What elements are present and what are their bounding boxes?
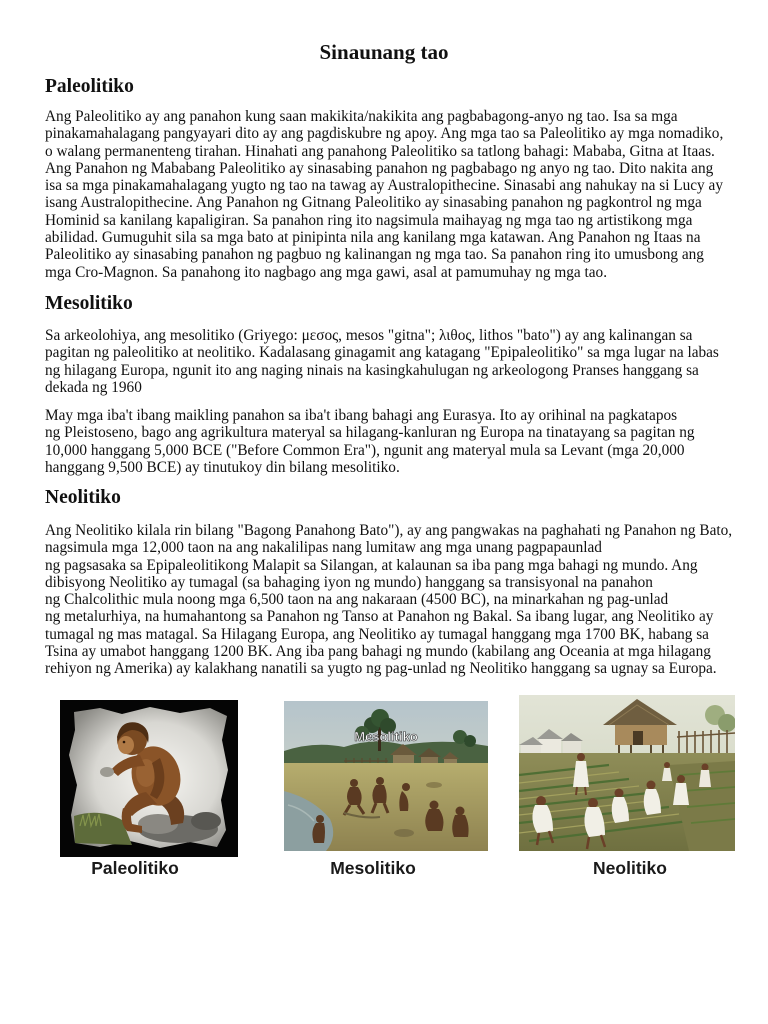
paragraph-line: rehiyon ng Amerika) ay kalakhang nanatili sa yugto ng pag-unlad ng Neolitiko hanggang sa ugnay sa Europa. (45, 660, 717, 678)
paragraph-line: 10,000 hanggang 5,000 BCE ("Before Common Era"), ngunit ang materyal mula sa Levant (mga 20,000 (45, 441, 685, 459)
paragraph-line: pinakamahalagang pangyayari dito ay ang pagdiskubre ng apoy. Ang mga tao sa Paleolitiko ay mga nomadiko, (45, 125, 724, 143)
paragraph-mesolitiko-2 (45, 407, 735, 476)
paragraph-paleolitiko (45, 108, 735, 281)
paragraph-line: Sa arkeolohiya, ang mesolitiko (Griyego: μεσος, mesos "gitna"; λιθος, lithos "bato") ay ang kalinangan sa (45, 327, 693, 344)
mesolitiko-image-overlay-label: Mesolitiko (354, 729, 418, 744)
paragraph-line: ng Chalcolithic mula noong mga 6,500 taon na ang nakaraan (4500 BC), na minarkahan ng pag-unlad (45, 591, 669, 609)
paleolitiko-illustration (60, 700, 238, 857)
paragraph-line: ng metalurhiya, na humahantong sa Panahon ng Tanso at Panahon ng Bakal. Sa ibang lugar, ang Neolitiko ay (45, 608, 714, 626)
paragraph-line: nagsimula mga 12,000 taon na ang nakalilipas nang lumitaw ang mga unang pagpapaunlad (45, 539, 602, 557)
paragraph-line: mga Cro-Magnon. Sa panahong ito nagbago ang mga gawi, asal at pamumuhay ng mga tao. (45, 263, 608, 281)
paragraph-line: isa sa mga pinakamahalagang yugto ng tao na tawag ay Australopithecine. Sinasabi ang nahukay na si Lucy ay (45, 177, 723, 195)
paragraph-line: Tsina ay umabot hanggang 1200 BK. Ang iba pang bahagi ng mundo (kabilang ang Oceania at mga hilagang (45, 643, 711, 661)
mesolitiko-image (284, 701, 488, 851)
paragraph-line: Ang Panahon ng Mababang Paleolitiko ay sinasabing panahon ng pagbabago ng anyo ng tao. Dito nakita ang (45, 159, 714, 177)
caption-mesolitiko: Mesolitiko (330, 858, 416, 878)
caption-neolitiko: Neolitiko (593, 858, 667, 878)
paragraph-line: ng Pleistoseno, bago ang agrikultura materyal sa hilagang-kanluran ng Europa na tinatayang sa pagitan ng (45, 424, 695, 442)
page-title: Sinaunang tao (319, 40, 449, 64)
paragraph-line: isang Australopithecine. Ang Panahon ng Gitnang Paleolitiko ay sinasabing panahon ng pagkontrol ng mga (45, 194, 702, 212)
section-heading-mesolitiko: Mesolitiko (45, 293, 133, 314)
paragraph-mesolitiko-1 (45, 327, 735, 396)
paragraph-line: Ang Neolitiko kilala rin bilang "Bagong Panahong Bato"), ay ang pangwakas na paghahati ng Panahon ng Bato, (45, 522, 733, 539)
paleolitiko-image (60, 700, 238, 857)
paragraph-line: ng pagsasaka sa Epipaleolitikong Malapit sa Silangan, at kalaunan sa iba pang mga bahagi ng mundo. Ang (45, 556, 698, 574)
caption-paleolitiko: Paleolitiko (91, 858, 179, 878)
neolitiko-illustration (519, 695, 735, 851)
paragraph-line: Hominid sa kanilang kapaligiran. Sa panahon ring ito nagsimula maihayag ng mga tao ng artistikong mga (45, 211, 693, 229)
section-heading-neolitiko: Neolitiko (45, 487, 121, 508)
paragraph-line: tumagal ng mas matagal. Sa Hilagang Europa, ang Neolitiko ay tumagal hanggang mga 1700 BK, habang sa (45, 625, 709, 643)
neolitiko-image (519, 695, 735, 851)
paragraph-line: Paleolitiko ay sinasabing panahon ng pagbuo ng kalinangan ng mga tao. Sa panahon ring ito umusbong ang (45, 246, 704, 264)
paragraph-line: abilidad. Gumuguhit sila sa mga bato at pinipinta nila ang kanilang mga katawan. Ang Panahon ng Itaas na (45, 229, 701, 247)
paragraph-line: dekada ng 1960 (45, 378, 142, 396)
paragraph-line: May mga iba't ibang maikling panahon sa iba't ibang bahagi ang Eurasya. Ito ay orihinal na pagkatapos (45, 407, 678, 424)
paragraph-line: hanggang 9,500 BCE) ay tinutukoy din bilang mesolitiko. (45, 458, 400, 476)
paragraph-neolitiko (45, 522, 735, 678)
paragraph-line: o walang permanenteng tirahan. Hinahati ang panahong Paleolitiko sa tatlong bahagi: Mababa, Gitna at Itaas. (45, 142, 715, 160)
section-heading-paleolitiko: Paleolitiko (45, 76, 134, 97)
paragraph-line: pagitan ng paleolitiko at neolitiko. Kadalasang ginagamit ang katagang "Epipaleolitiko" sa mga lugar na labas (45, 344, 719, 362)
paragraph-line: dibisyong Neolitiko ay tumagal (sa bahaging iyon ng mundo) hanggang sa transisyonal na panahon (45, 573, 653, 591)
paragraph-line: ng hilagang Europa, ngunit ito ang naging ninais na kasingkahulugan ng arkeologong Pranses hanggang sa (45, 361, 699, 379)
mesolitiko-illustration (284, 701, 488, 851)
paragraph-line: Ang Paleolitiko ay ang panahon kung saan makikita/nakikita ang pagbabagong-anyo ng tao. Isa sa mga (45, 108, 678, 125)
